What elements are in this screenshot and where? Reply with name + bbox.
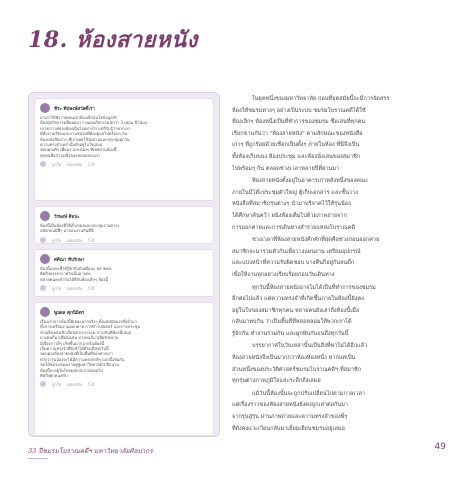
body-line: ไปพร้อมๆ กัน ตลอดช่วงเวลาหลายปีที่ผ่านมา xyxy=(232,165,340,172)
comment-text-line: ความทรงจำเหล่านั้นยังอยู่ในใจเสมอ xyxy=(40,142,103,148)
comment-text-line: มาเล่าให้ฟังว่าตอนแรกห้องเล็กสนใจข้อมูลรัก xyxy=(40,115,118,120)
body-line: สมาชิกจะมารวมตัวกันเพื่อวางแผนงาน เตรียมอุปกรณ์ xyxy=(232,248,361,255)
article-body xyxy=(232,94,444,436)
body-paragraph xyxy=(232,389,444,435)
body-line: แต่เรื่องราวของห้องสายหนังยังคงถูกเล่าต่อกันมา xyxy=(232,402,349,409)
comment-text-line: ทุกคนคือส่วนหนึ่งของชมรมของเรา xyxy=(40,152,101,158)
body-line: ภายในมีโต๊ะประชุมตัวใหญ่ ตู้เก็บเอกสาร และชั้นวาง xyxy=(232,189,358,196)
page-title: 18. ห้องสายหนัง xyxy=(28,27,198,53)
comment-author: วีรพงษ์ ศิลปะ xyxy=(54,214,80,220)
like-icon xyxy=(40,285,46,291)
comment-text-line: เรื่องเล่าจากห้องนี้มีเยอะมากจริงๆ ตั้งแต่สมัยแรกที่เข้ามา xyxy=(40,319,137,324)
comment-author: ศศิณา ทีปรักษา xyxy=(54,257,85,263)
avatar xyxy=(40,103,50,113)
comment-post xyxy=(34,249,214,297)
body-line: รู้จักกัน ทำงานร่วมกัน และผูกพันกันจนถึงทุกวันนี้ xyxy=(232,330,349,337)
avatar xyxy=(40,307,50,317)
body-line: ได้ศึกษาค้นคว้า ผนังห้องเต็มไปด้วยภาพถ่ายจาก xyxy=(232,212,347,219)
reply-link[interactable]: ตอบกลับ xyxy=(67,382,83,388)
body-line: เพื่อให้งานทุกอย่างเรียบร้อยก่อนวันเดินทาง xyxy=(232,271,335,278)
comment-text-line: ห้องนี้จะอยู่ในใจของพวกเราตลอดไป xyxy=(40,367,103,373)
comment-text-line: หวังว่ารุ่นน้องจะได้มีความทรงจำดีๆ แบบนี้เช่นกัน xyxy=(40,356,125,362)
body-line: เรียกขานกันว่า "ห้องสายหนัง" ตามลักษณะของหนังสือ xyxy=(232,130,363,137)
comment-header xyxy=(40,103,208,113)
like-icon xyxy=(40,381,46,387)
like-link[interactable]: ถูกใจ xyxy=(52,162,62,168)
comment-time: 5 ปี xyxy=(88,286,95,292)
comment-text-line: คิดถึงบรรยากาศวันนั้นมากค่ะ xyxy=(40,271,91,277)
comment-text-line: เป็นความทรงจำที่ยังจำได้ดีจนถึงทุกวันนี้ xyxy=(40,346,109,352)
body-line: ทุกวันนี้ห้องสายหนังอาจไม่ได้เป็นที่ทำการของชมรม xyxy=(252,284,376,291)
like-link[interactable]: ถูกใจ xyxy=(52,237,62,243)
body-line: ห้องให้ชมรมต่างๆ อย่างเป็นระบบ ชมรมโบราณคดีได้ใช้ xyxy=(232,107,366,114)
comment-meta xyxy=(40,381,208,388)
comment-text-line: บางคนก็มาเพื่อนั่งเล่น บางคนก็มาเพื่อช่วยงาน xyxy=(40,335,119,341)
comment-text-line: ขอบคุณห้องสายหนังที่เป็นพื้นที่ของพวกเรา xyxy=(40,351,113,357)
reply-link[interactable]: ตอบกลับ xyxy=(67,286,83,292)
body-line: แม้วันนี้ห้องนั้นจะถูกปรับเปลี่ยนไปตามกาลเวลา xyxy=(252,390,366,397)
comment-text-line: คิดถึงทุกคนครับ xyxy=(40,373,68,379)
like-link[interactable]: ถูกใจ xyxy=(52,286,62,292)
comment-text-line: ขอบคุณพี่ๆ เพื่อนๆ และน้องๆ ที่เคยผ่านห้องนี้ xyxy=(40,147,117,153)
body-line: เก่าๆ ที่ถูกร้อยด้วยเชือกเป็นตั้งๆ ภายในห้อง ที่นี่จึงเป็น xyxy=(232,142,360,149)
body-line: บรรยากาศในวันเหล่านั้นเป็นสิ่งที่หาไม่ได้อีกแล้ว xyxy=(252,343,368,350)
comment-text-line: ทั้งการเตรียมงานออกค่าย การทำโปสเตอร์ และการประชุม xyxy=(40,324,140,330)
comment-text-line: ช่วงเย็นหลังเลิกเรียนพวกเราจะมารวมกันที่ห้องนี้เสมอ xyxy=(40,329,132,335)
body-paragraph xyxy=(232,283,444,341)
body-line: ห้องสายหนังตั้งอยู่ในอาคารเก่าหลังหนึ่งของคณะ xyxy=(252,178,369,185)
comment-text-line: สมัยก่อนมีพี่ๆ มาสอนงานกันที่นี่ xyxy=(40,228,94,234)
body-line: ช่วงเวลาที่ห้องสายหนังคึกคักที่สุดคือช่วงก่อนออกค่าย xyxy=(252,237,380,244)
body-line: ในยุคหนึ่งของมหาวิทยาลัย ก่อนที่ยุคสมัยนี้จะมีการจัดสรร xyxy=(252,96,390,102)
like-icon xyxy=(40,237,46,243)
body-line: จากรุ่นสู่รุ่น ผ่านภาพถ่ายและความทรงจำของพี่ๆ xyxy=(232,414,348,421)
comment-time: 5 ปี xyxy=(88,162,95,168)
comment-header xyxy=(40,307,208,317)
comments-screenshot xyxy=(28,92,220,437)
body-line: กลับมาพบกัน ว่าเป็นพื้นที่ที่หล่อหลอมให้พวกเราได้ xyxy=(232,319,352,326)
body-line: การออกค่ายและการเดินทางสำรวจแหล่งโบราณคดี xyxy=(232,224,355,231)
body-line: อีกต่อไปแล้ว แต่ความทรงจำที่เกิดขึ้นภายในห้องนี้ยังคง xyxy=(232,296,364,303)
comment-post xyxy=(34,98,214,201)
like-link[interactable]: ถูกใจ xyxy=(52,382,62,388)
comment-text-line: หลายคนคงจำกันได้ดีกับห้องเล็กๆ ห้องนี้ xyxy=(40,276,109,282)
comment-time: 5 ปี xyxy=(88,237,95,243)
avatar xyxy=(40,254,50,264)
comment-text-line: มีทั้งงานเรียนและงานชมรมที่ต้องดูแลไปพร้อมๆ กัน xyxy=(40,131,128,137)
comment-header xyxy=(40,254,208,264)
body-line: หนังสือที่สมาชิกรุ่นต่างๆ นำมาบริจาคไว้ให้รุ่นน้อง xyxy=(232,201,351,208)
body-line: ที่ยังคงแวะเวียนกลับมาเยี่ยมเยียนชมรมอยู่เสมอ xyxy=(232,425,345,432)
body-line: อยู่ในใจของสมาชิกทุกคน หลายคนยังเล่าถึงห้องนี้เมื่อ xyxy=(232,307,360,314)
body-line: ส่วนหนึ่งของประวัติศาสตร์ชมรมโบราณคดีฯ ที่สมาชิก xyxy=(232,366,362,373)
comment-text-line: มีเรื่องราวดีๆ เกิดขึ้นมากมายในห้องนี้ xyxy=(40,340,104,346)
body-line: ห้องสายหนังจึงเป็นมากกว่าห้องห้องหนึ่ง หากแต่เป็น xyxy=(232,355,356,362)
footer-book-title: 33 ปีชมรมโบราณคดีฯ มหาวิทยาลัยศิลปากร xyxy=(28,447,153,455)
body-line: และแบ่งหน้าที่ความรับผิดชอบ บางคืนก็อยู่กันจนดึก xyxy=(232,260,355,267)
comment-time: 5 ปี xyxy=(88,382,95,388)
comment-header xyxy=(40,211,208,221)
comment-meta xyxy=(40,285,208,292)
body-line: ทั้งห้องเก็บของ ห้องประชุม และห้องนั่งเล่นของสมาชิก xyxy=(232,153,361,160)
body-paragraph xyxy=(232,341,444,387)
reply-link[interactable]: ตอบกลับ xyxy=(67,162,83,168)
body-paragraph xyxy=(232,176,444,234)
comment-post xyxy=(34,302,214,436)
comment-author: พูนผล ศุภนิมิตร xyxy=(54,310,85,316)
comment-text-line: ห้องนี้เป็นห้องที่ใช้เก็บของและประชุมงานต่างๆ xyxy=(40,223,120,228)
body-paragraph xyxy=(232,235,444,281)
comment-author: ชีระ ทีปพงษ์สวัสดิ์เรา xyxy=(54,106,95,112)
comment-text-line: บรรยากาศของห้องเป็นไปอย่างไร แต่ก็รับรู้ว่าพวกเขา xyxy=(40,125,131,131)
comment-text-line: ห้องนี้แหละที่ได้รู้จักกันกับเพื่อนๆ หลายคน xyxy=(40,266,112,271)
comment-text-line: ห้องนักกิจกรรมที่คอยมาวางแผนกิจกรรมนับว่า 3 เทอม ปีโน้นๆ xyxy=(40,120,147,126)
comment-text-line: ห้องหนังสือเก่าๆ ที่เราเคยใช้นั่งอ่านและประชุมทุกวัน xyxy=(40,136,130,142)
body-line: ห้องเล็กๆ ห้องหนึ่งเป็นที่ทำการของชมรม ชื่อเล่นที่ทุกคน xyxy=(232,119,366,126)
comment-text-line: ขอให้ชมรมของเราอยู่คู่มหาวิทยาลัยไปอีกนาน xyxy=(40,362,120,368)
comment-meta xyxy=(40,237,208,244)
like-icon xyxy=(40,161,46,167)
comment-meta xyxy=(40,161,208,168)
body-line: ทุกรุ่นต่างภาคภูมิใจและระลึกถึงเสมอ xyxy=(232,378,321,385)
reply-link[interactable]: ตอบกลับ xyxy=(67,237,83,243)
avatar xyxy=(40,211,50,221)
footer-divider xyxy=(28,458,48,459)
page-number: 49 xyxy=(434,442,446,452)
body-paragraph xyxy=(232,94,444,175)
comment-post xyxy=(34,206,214,244)
